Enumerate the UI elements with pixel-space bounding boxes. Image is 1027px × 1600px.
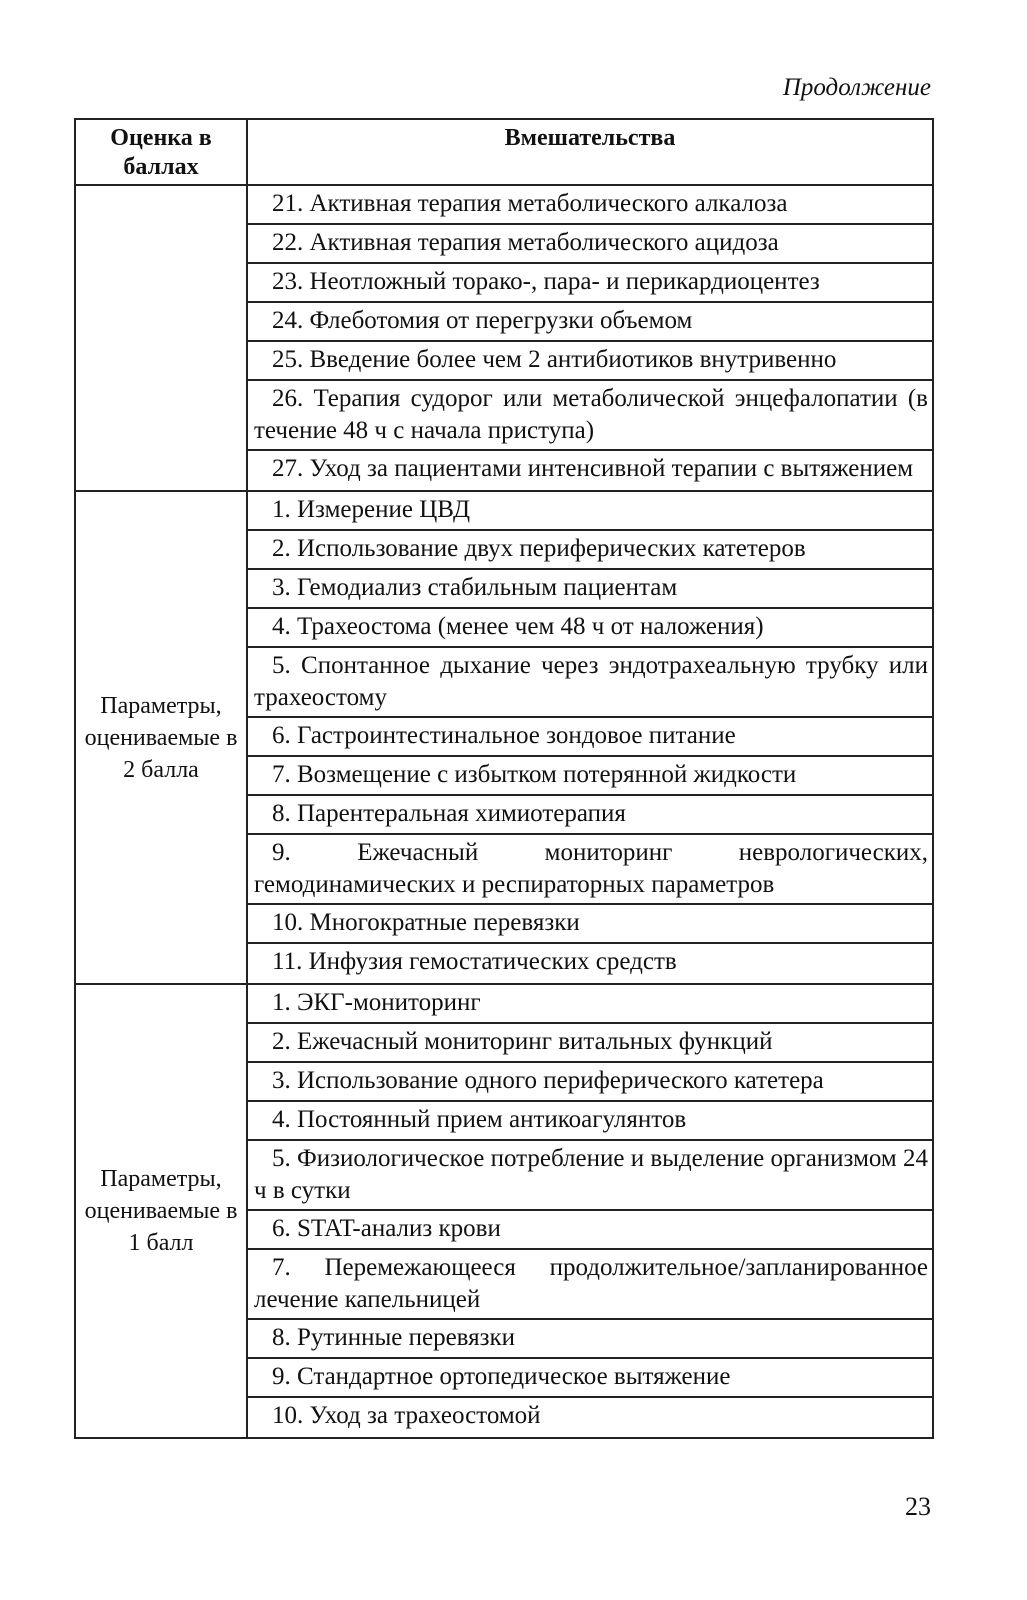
intervention-item: 5. Физиологическое потребление и выделение организмом 24 ч в сутки: [248, 1141, 932, 1211]
intervention-item: 8. Рутинные перевязки: [248, 1320, 932, 1359]
intervention-item: 27. Уход за пациентами интенсивной терапии с вытяжением: [272, 455, 914, 482]
intervention-item: 6. Гастроинтестинальное зондовое питание: [248, 718, 932, 757]
page-number: 23: [905, 1492, 931, 1521]
intervention-item: 9. Ежечасный мониторинг неврологических, гемодинамических и респираторных параметров: [248, 835, 932, 905]
intervention-item: 21. Активная терапия метаболического алкалоза: [248, 186, 932, 225]
interventions-cell: [247, 984, 933, 1438]
intervention-item: 7. Перемежающееся продолжительное/запланированное лечение капельницей: [248, 1250, 932, 1320]
intervention-item: 22. Активная терапия метаболического ацидоза: [248, 225, 932, 264]
grade-cell: Параметры, оцениваемые в 1 балл: [75, 984, 247, 1438]
intervention-item: 10. Уход за трахеостомой: [272, 1402, 541, 1429]
table-body: [75, 185, 933, 1438]
table-row: [75, 491, 933, 984]
header-grade: Оценка в баллах: [75, 119, 247, 185]
continuation-label: Продолжение: [782, 74, 931, 101]
intervention-item: 25. Введение более чем 2 антибиотиков внутривенно: [248, 342, 932, 381]
intervention-item: 26. Терапия судорог или метаболической энцефалопатии (в течение 48 ч с начала приступа): [248, 381, 932, 451]
table-row: [75, 185, 933, 491]
table-header-row: [75, 119, 933, 185]
interventions-cell: [247, 185, 933, 491]
grade-cell: [75, 185, 247, 491]
intervention-item: 1. ЭКГ-мониторинг: [248, 985, 932, 1024]
intervention-item: 2. Использование двух периферических катетеров: [248, 531, 932, 570]
intervention-item: 6. STAT-анализ крови: [248, 1211, 932, 1250]
intervention-item: 7. Возмещение с избытком потерянной жидкости: [248, 757, 932, 796]
intervention-item: 3. Гемодиализ стабильным пациентам: [248, 570, 932, 609]
intervention-item: 5. Спонтанное дыхание через эндотрахеальную трубку или трахеостому: [248, 648, 932, 718]
intervention-item: 11. Инфузия гемостатических средств: [272, 948, 677, 975]
intervention-item: 1. Измерение ЦВД: [248, 492, 932, 531]
intervention-item: 24. Флеботомия от перегрузки объемом: [248, 303, 932, 342]
header-interventions: Вмешательства: [247, 119, 933, 185]
interventions-table: [74, 118, 934, 1439]
intervention-item: 23. Неотложный торако-, пара- и перикардиоцентез: [248, 264, 932, 303]
intervention-item: 9. Стандартное ортопедическое вытяжение: [248, 1359, 932, 1398]
interventions-cell: [247, 491, 933, 984]
intervention-item: 2. Ежечасный мониторинг витальных функций: [248, 1024, 932, 1063]
table-row: [75, 984, 933, 1438]
grade-cell: Параметры, оцениваемые в 2 балла: [75, 491, 247, 984]
intervention-item: 4. Постоянный прием антикоагулянтов: [248, 1102, 932, 1141]
intervention-item: 8. Парентеральная химиотерапия: [248, 796, 932, 835]
intervention-item: 4. Трахеостома (менее чем 48 ч от наложения): [248, 609, 932, 648]
intervention-item: 3. Использование одного периферического катетера: [248, 1063, 932, 1102]
intervention-item: 10. Многократные перевязки: [248, 905, 932, 944]
